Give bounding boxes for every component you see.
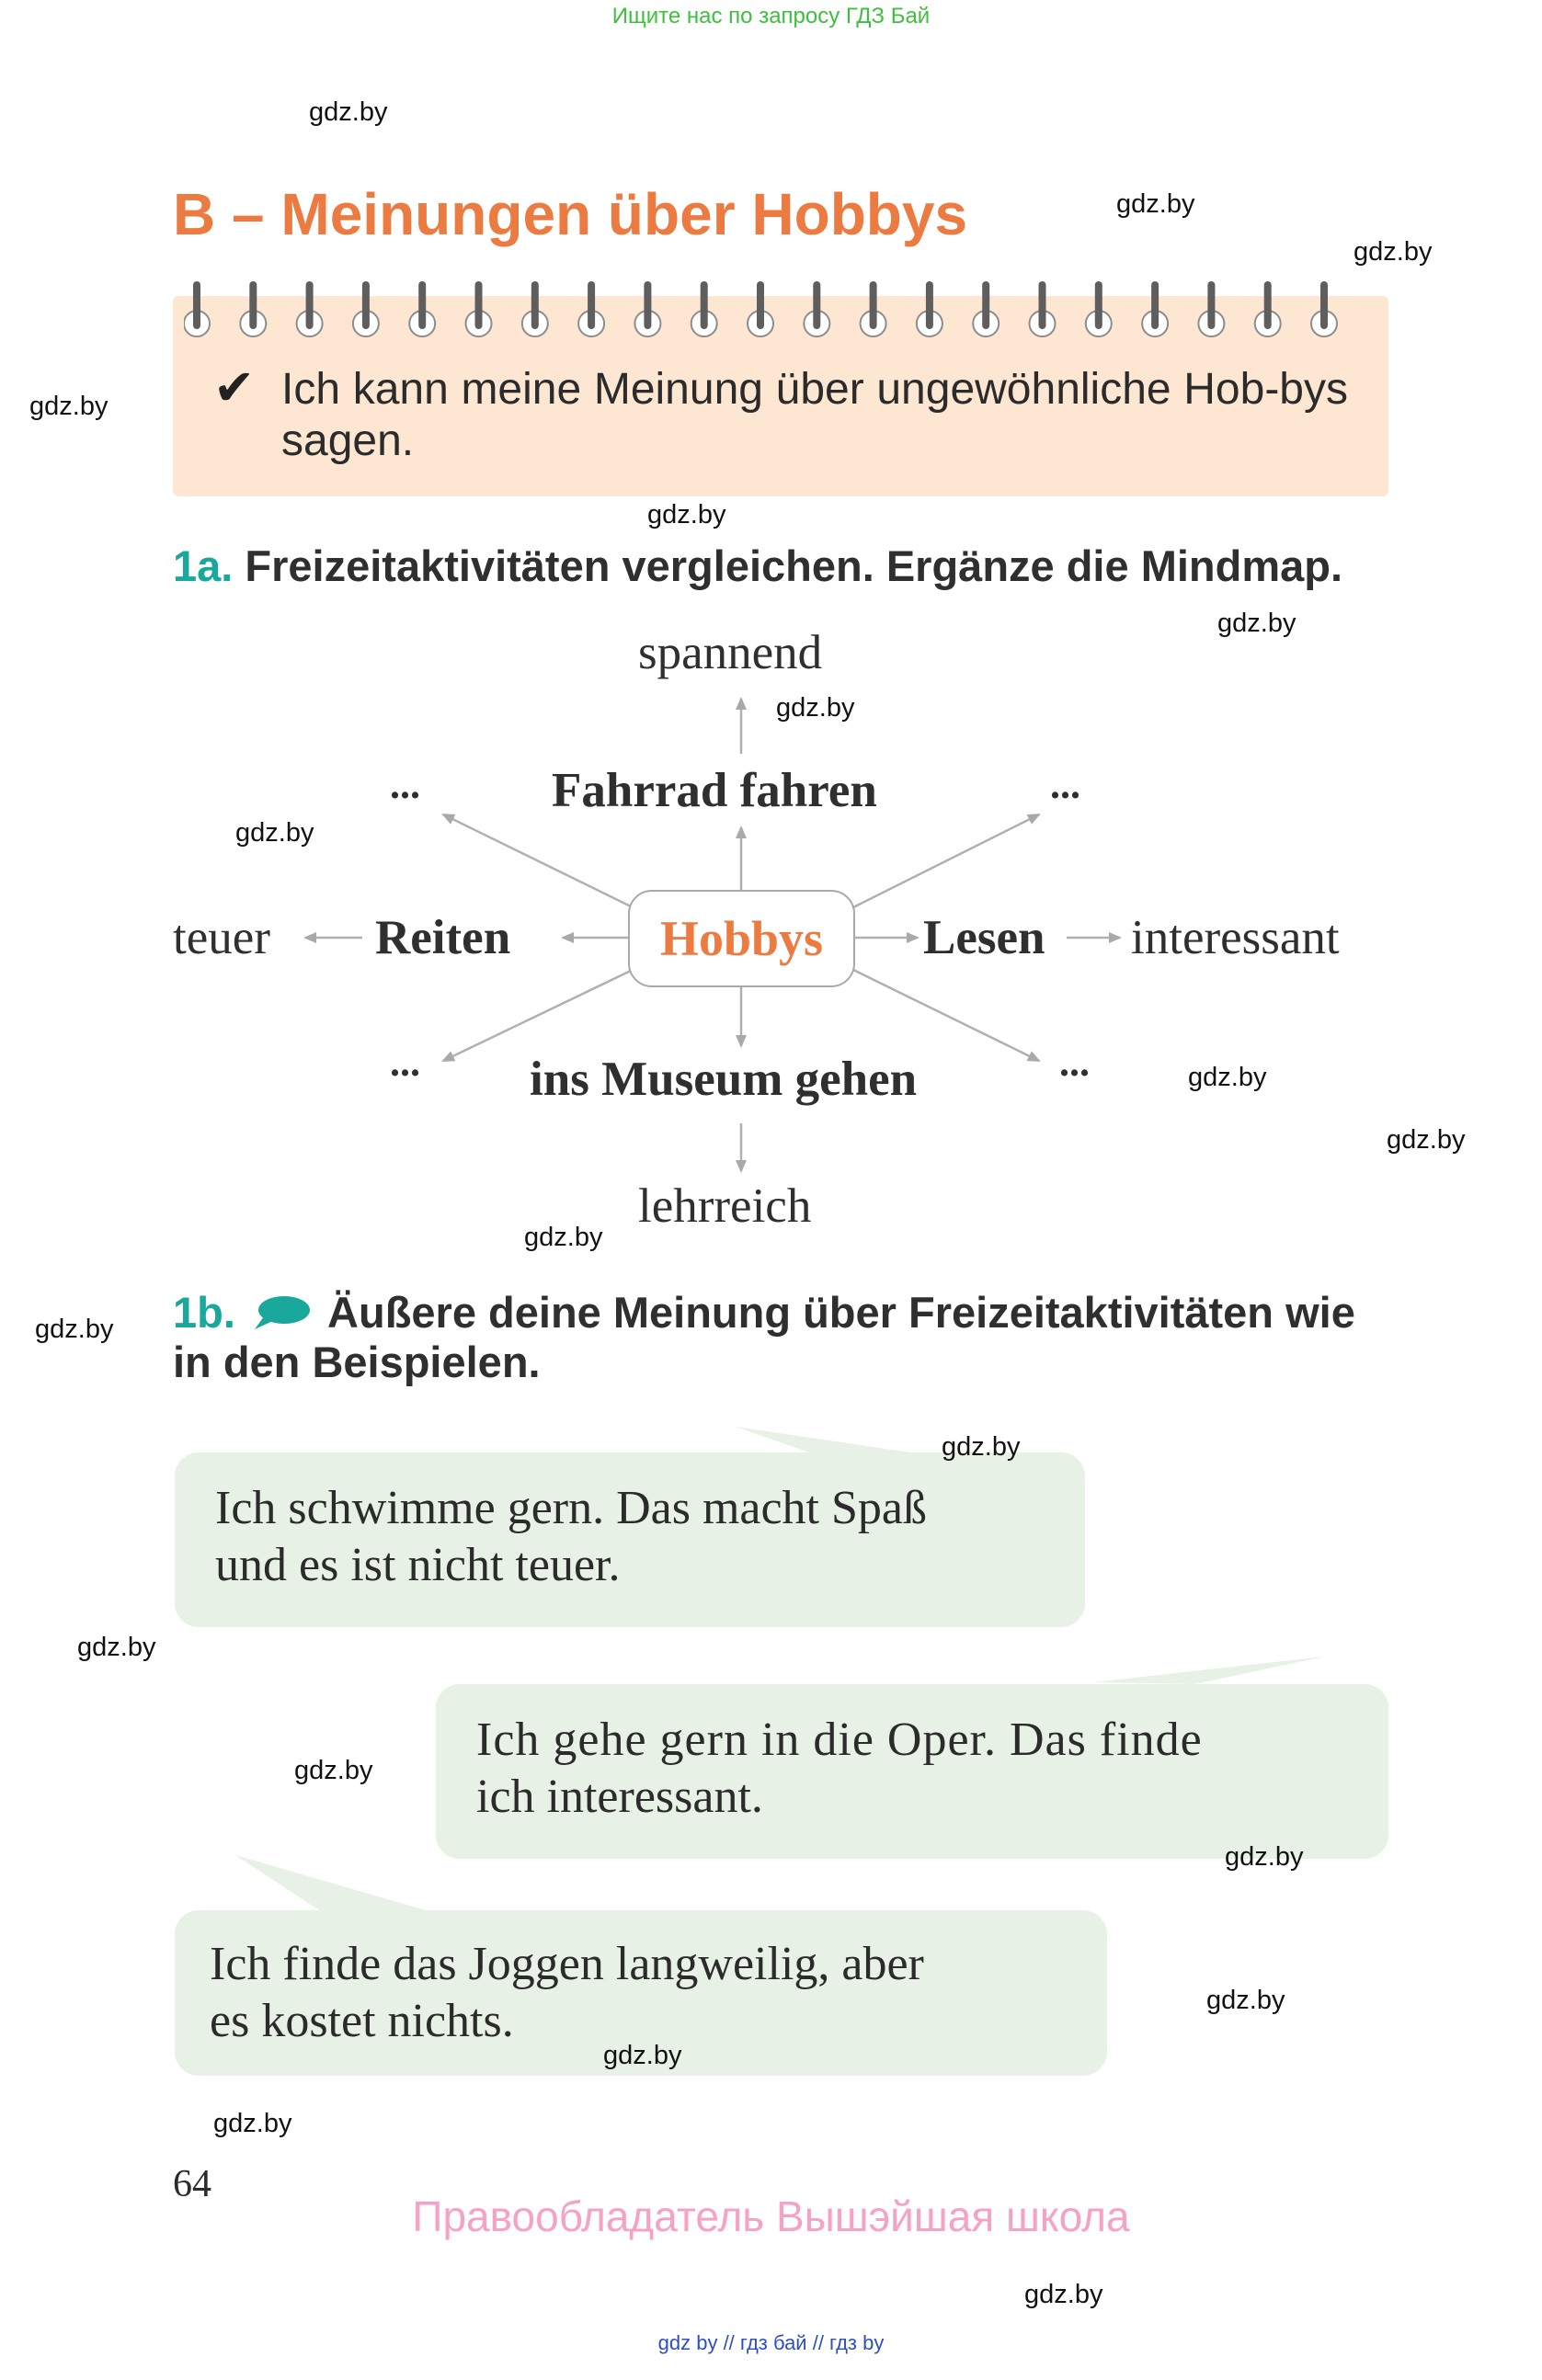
checkmark-icon: ✔ bbox=[213, 360, 256, 416]
watermark: gdz.by bbox=[647, 500, 726, 530]
mindmap-interessant: interessant bbox=[1131, 911, 1340, 964]
arrow-to-top-left bbox=[443, 814, 634, 908]
mindmap-teuer: teuer bbox=[173, 911, 270, 964]
speech-bubble-3-line2: es kostet nichts. bbox=[210, 1995, 514, 2047]
mindmap-ellipsis-bottom-left: ... bbox=[390, 1040, 420, 1085]
watermark: gdz.by bbox=[309, 97, 388, 127]
watermark: gdz.by bbox=[942, 1432, 1021, 1462]
watermark: gdz.by bbox=[603, 2041, 682, 2070]
watermark: gdz.by bbox=[235, 818, 314, 848]
watermark: gdz.by bbox=[524, 1223, 603, 1252]
speech-bubble-3-line1: Ich finde das Joggen langweilig, aber bbox=[210, 1938, 924, 1990]
mindmap-lesen: Lesen bbox=[923, 911, 1045, 964]
task-1b-heading bbox=[173, 1287, 1355, 1338]
mindmap-fahrrad-fahren: Fahrrad fahren bbox=[552, 764, 877, 817]
mindmap-center-hobbys: Hobbys bbox=[628, 890, 855, 987]
mindmap-ellipsis-top-left: ... bbox=[390, 762, 420, 807]
watermark: gdz.by bbox=[1206, 1986, 1285, 2015]
watermark: gdz.by bbox=[29, 392, 109, 421]
speech-bubble-2-line1: Ich gehe gern in die Oper. Das finde bbox=[476, 1714, 1203, 1766]
top-search-note: Ищите нас по запросу ГДЗ Бай bbox=[611, 4, 931, 28]
task-1b-text-line1: Äußere deine Meinung über Freizeitaktivitäten wie bbox=[327, 1288, 1355, 1337]
speech-bubble-1 bbox=[175, 1452, 1085, 1627]
task-1b-number: 1b. bbox=[173, 1288, 235, 1337]
arrow-to-top-right bbox=[851, 814, 1039, 908]
task-1a-number: 1a. bbox=[173, 541, 234, 590]
watermark: gdz.by bbox=[77, 1633, 156, 1662]
speech-bubble-1-line2: und es ist nicht teuer. bbox=[215, 1539, 621, 1591]
mindmap-reiten: Reiten bbox=[375, 911, 511, 964]
section-title: B – Meinungen über Hobbys bbox=[173, 181, 968, 247]
mindmap-ellipsis-bottom-right: ... bbox=[1059, 1040, 1090, 1085]
watermark: gdz.by bbox=[1116, 189, 1195, 219]
task-1b-text-line2: in den Beispielen. bbox=[173, 1338, 541, 1386]
watermark: gdz.by bbox=[294, 1756, 373, 1785]
speech-bubble-2 bbox=[436, 1684, 1388, 1859]
speech-bubble-icon bbox=[251, 1294, 312, 1331]
watermark: gdz.by bbox=[1354, 237, 1433, 267]
mindmap-lehrreich: lehrreich bbox=[638, 1179, 812, 1233]
mindmap-spannend: spannend bbox=[638, 626, 823, 679]
arrow-to-bottom-right bbox=[851, 969, 1039, 1061]
watermark: gdz.by bbox=[1217, 609, 1296, 638]
footer-links[interactable]: gdz by // гдз бай // гдз by bbox=[657, 2331, 885, 2354]
page-number: 64 bbox=[173, 2163, 211, 2205]
watermark: gdz.by bbox=[776, 693, 855, 723]
mindmap-ins-museum-gehen: ins Museum gehen bbox=[530, 1053, 918, 1106]
watermark: gdz.by bbox=[1225, 1842, 1304, 1872]
learning-goal-text: Ich kann meine Meinung über ungewöhnliche Hob-bys sagen. bbox=[281, 365, 1348, 465]
watermark: gdz.by bbox=[35, 1315, 114, 1344]
watermark: gdz.by bbox=[1387, 1125, 1466, 1155]
speech-bubble-1-line1: Ich schwimme gern. Das macht Spaß bbox=[215, 1482, 928, 1534]
arrow-to-bottom-left bbox=[443, 969, 634, 1061]
watermark: gdz.by bbox=[1188, 1063, 1267, 1092]
watermark: gdz.by bbox=[1024, 2280, 1103, 2309]
watermark: gdz.by bbox=[213, 2109, 292, 2138]
copyright-holder: Правообладатель Вышэйшая школа bbox=[412, 2192, 1130, 2240]
speech-bubble-2-line2: ich interessant. bbox=[476, 1771, 763, 1823]
mindmap-ellipsis-top-right: ... bbox=[1050, 762, 1080, 807]
task-1a-text: Freizeitaktivitäten vergleichen. Ergänze die Mindmap. bbox=[245, 541, 1343, 590]
